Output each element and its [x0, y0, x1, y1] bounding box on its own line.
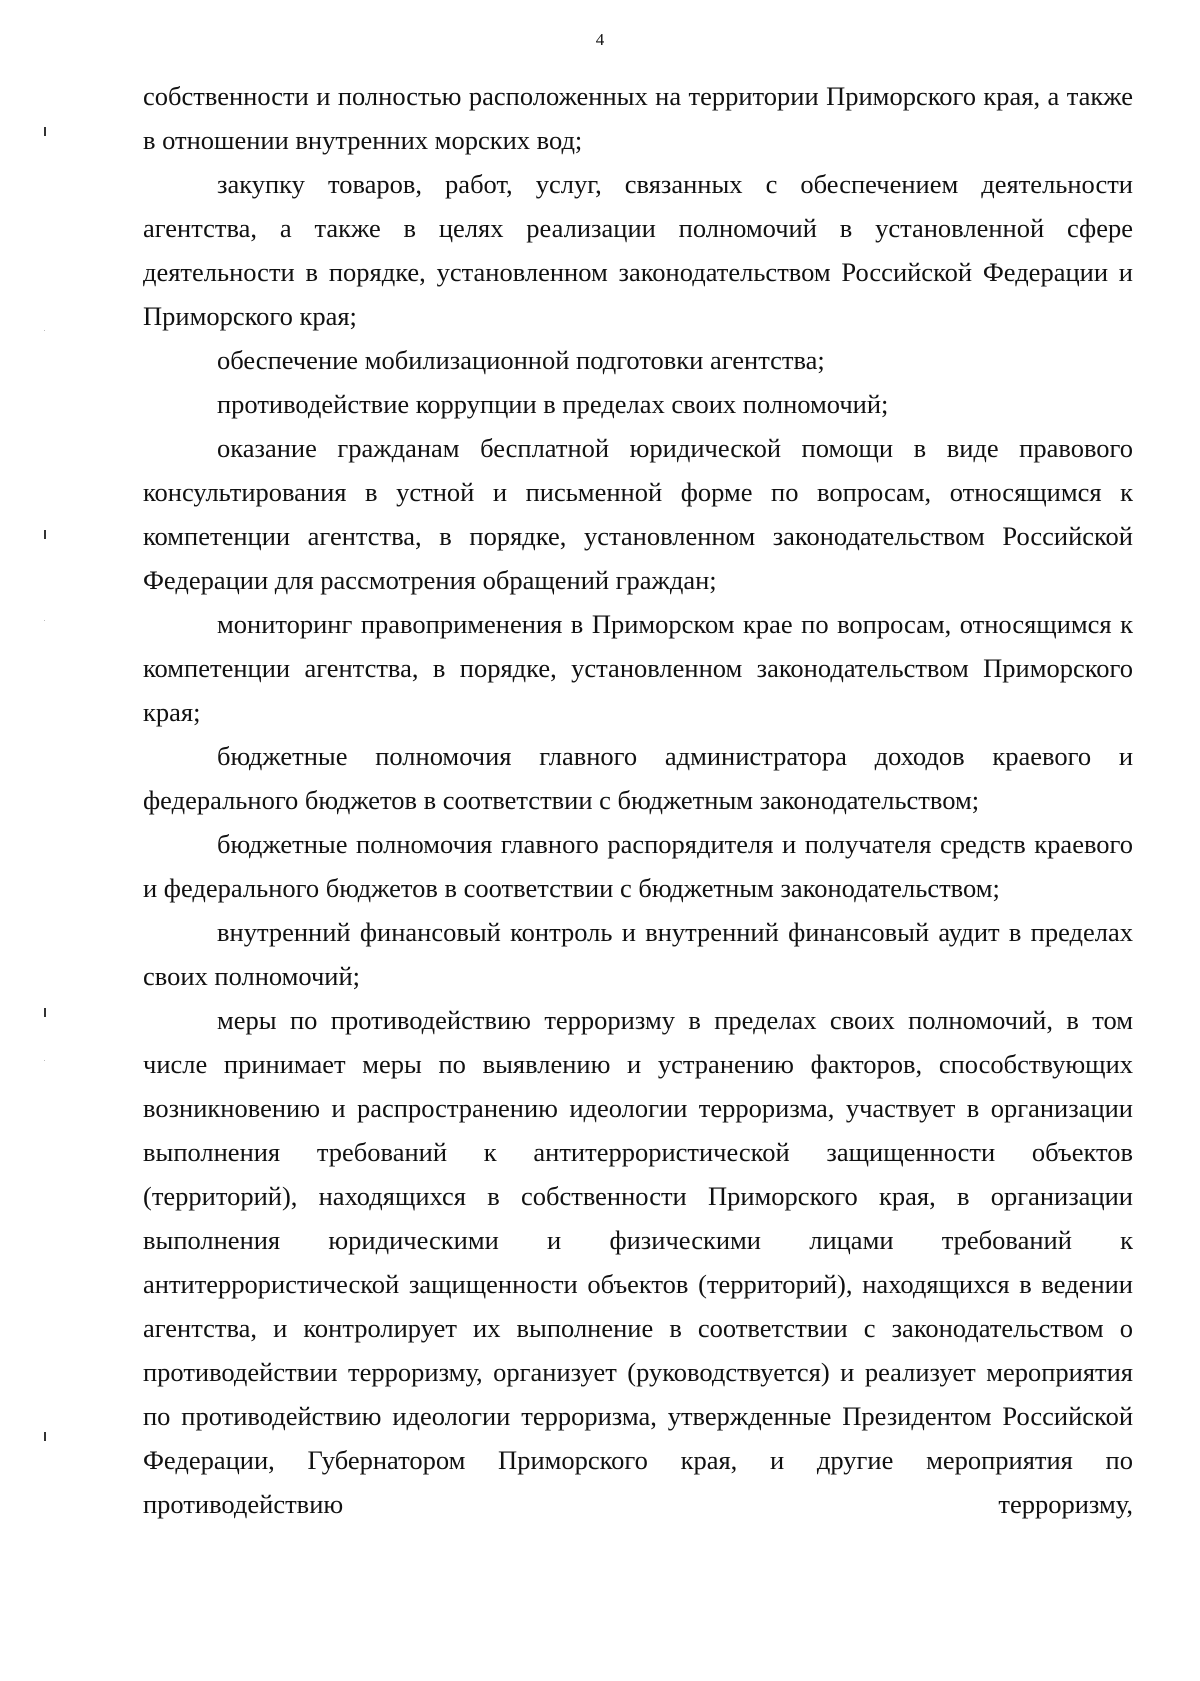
paragraph: собственности и полностью расположенных на территории Приморского края, а также в отношении внутренних морских вод; [143, 81, 1133, 155]
scan-artifact [44, 127, 46, 136]
paragraph: закупку товаров, работ, услуг, связанных с обеспечением деятельности агентства, а также в целях реализации полномочий в установленной сфере деятельности в порядке, установленном законодательством Российской Федерации и Приморского края; [143, 169, 1133, 331]
scan-artifact [44, 1060, 45, 1061]
paragraph: обеспечение мобилизационной подготовки агентства; [217, 345, 825, 375]
page-number: 4 [595, 30, 605, 49]
scan-artifact [44, 1432, 46, 1441]
paragraph: оказание гражданам бесплатной юридической помощи в виде правового консультирования в устной и письменной форме по вопросам, относящимся к компетенции агентства, в порядке, установленном законодательством Российской Федерации для рассмотрения обращений граждан; [143, 433, 1133, 595]
scan-artifact [44, 1008, 46, 1017]
paragraph: бюджетные полномочия главного администратора доходов краевого и федерального бюджетов в соответствии с бюджетным законодательством; [143, 741, 1133, 815]
paragraph: внутренний финансовый контроль и внутренний финансовый аудит в пределах своих полномочий; [143, 917, 1133, 991]
paragraph: бюджетные полномочия главного распорядителя и получателя средств краевого и федерального бюджетов в соответствии с бюджетным законодательством; [143, 829, 1133, 903]
paragraph: противодействие коррупции в пределах своих полномочий; [217, 389, 889, 419]
document-body [143, 74, 1133, 1526]
scan-artifact [44, 620, 45, 621]
scan-artifact [44, 530, 46, 539]
scan-artifact [44, 330, 45, 331]
paragraph: меры по противодействию терроризму в пределах своих полномочий, в том числе принимает меры по выявлению и устранению факторов, способствующих возникновению и распространению идеологии терроризма, участвует в организации выполнения требований к антитеррористической защищенности объектов (территорий), находящихся в собственности Приморского края, в организации выполнения юридическими и физическими лицами требований к антитеррористической защищенности объектов (территорий), находящихся в ведении агентства, и контролирует их выполнение в соответствии с законодательством о противодействии терроризму, организует (руководствуется) и реализует мероприятия по противодействию идеологии терроризма, утвержденные Президентом Российской Федерации, Губернатором Приморского края, и другие мероприятия по противодействию терроризму, [143, 1005, 1133, 1519]
paragraph: мониторинг правоприменения в Приморском крае по вопросам, относящимся к компетенции агентства, в порядке, установленном законодательством Приморского края; [143, 609, 1133, 727]
